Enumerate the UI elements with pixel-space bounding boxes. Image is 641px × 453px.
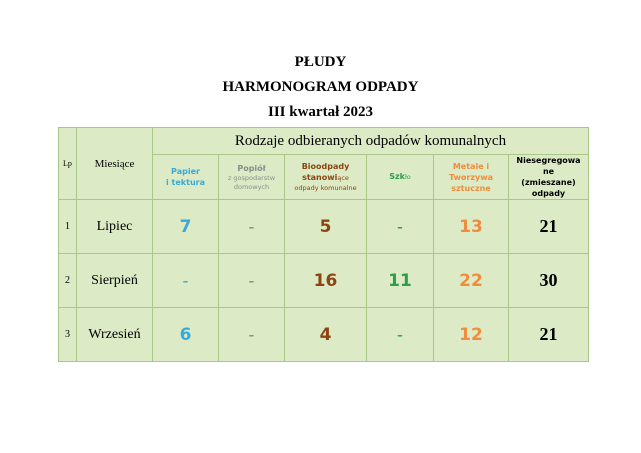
value-ash: - [219, 254, 285, 308]
row-month: Sierpień [77, 254, 153, 308]
type-sublabel: domowych [233, 182, 270, 191]
header [0, 50, 641, 125]
period: III kwartał 2023 [267, 104, 373, 120]
value-mixed: 30 [509, 254, 589, 308]
value-paper: 7 [153, 200, 219, 254]
type-label: stanowi [302, 173, 338, 182]
type-label: Papier [171, 167, 200, 176]
type-mixed [509, 155, 589, 200]
month-header: Miesiące [77, 128, 153, 200]
value-paper: 6 [153, 308, 219, 362]
type-label: ące [337, 174, 349, 182]
lp-header: Lp [59, 128, 77, 200]
value-bio: 16 [285, 254, 367, 308]
type-sublabel: odpady komunalne [294, 184, 357, 192]
type-label: Popiół [237, 163, 266, 173]
type-label: Tworzywa [448, 172, 494, 182]
waste-types-header: Rodzaje odbieranych odpadów komunalnych [153, 128, 589, 155]
type-metal-plastic [434, 155, 509, 200]
table-row [59, 254, 589, 308]
value-glass: - [367, 200, 434, 254]
value-mixed: 21 [509, 200, 589, 254]
value-bio: 4 [285, 308, 367, 362]
type-label: sztuczne [451, 183, 491, 193]
value-glass: - [367, 308, 434, 362]
table-row [59, 308, 589, 362]
type-ash [219, 155, 285, 200]
row-month: Wrzesień [77, 308, 153, 362]
type-paper [153, 155, 219, 200]
value-bio: 5 [285, 200, 367, 254]
table-row [59, 200, 589, 254]
row-lp: 2 [59, 254, 77, 308]
value-glass: 11 [367, 254, 434, 308]
value-metal-plastic: 13 [434, 200, 509, 254]
value-mixed: 21 [509, 308, 589, 362]
type-label: Metale i [452, 161, 490, 171]
type-bio [285, 155, 367, 200]
value-metal-plastic: 22 [434, 254, 509, 308]
value-ash: - [219, 200, 285, 254]
schedule-table [58, 127, 589, 362]
type-sublabel: z gospodarstw [227, 173, 276, 182]
type-label: ło [404, 173, 411, 181]
type-label: i tektura [166, 178, 205, 187]
type-label: Niesegregowa [516, 156, 581, 165]
type-label: Bioodpady [301, 162, 350, 171]
row-lp: 3 [59, 308, 77, 362]
type-label: odpady [531, 189, 566, 198]
subtitle: HARMONOGRAM ODPADY [222, 79, 419, 95]
title: PŁUDY [294, 54, 347, 70]
type-label: ne [542, 167, 555, 176]
type-label: (zmieszane) [521, 178, 576, 187]
type-glass [367, 155, 434, 200]
row-lp: 1 [59, 200, 77, 254]
value-metal-plastic: 12 [434, 308, 509, 362]
row-month: Lipiec [77, 200, 153, 254]
type-label: Szk [389, 172, 405, 181]
value-paper: - [153, 254, 219, 308]
value-ash: - [219, 308, 285, 362]
